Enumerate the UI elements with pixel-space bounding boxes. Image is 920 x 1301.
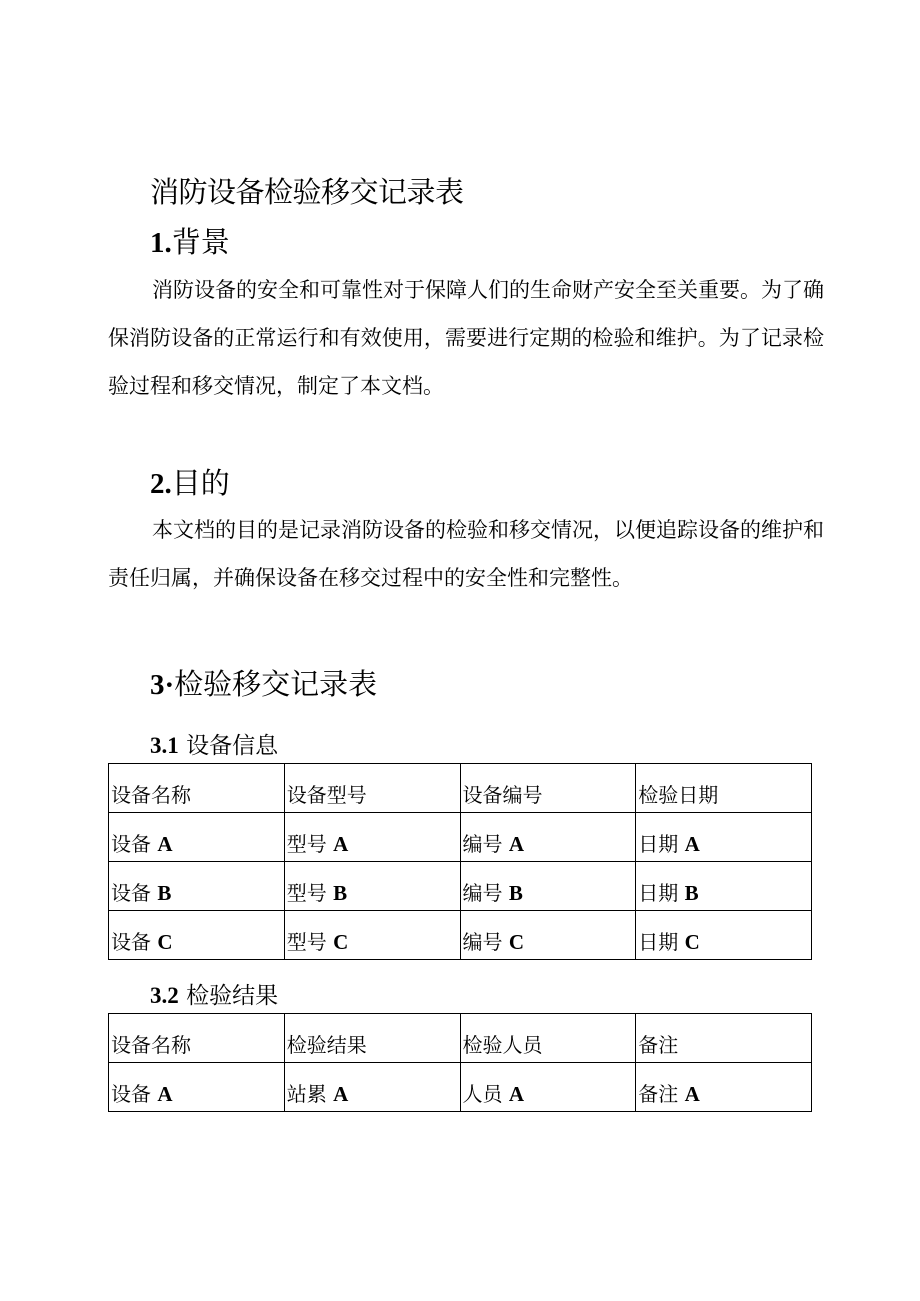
cell-code: C — [333, 930, 349, 954]
subsection-3-2-number: 3.2 — [150, 983, 179, 1008]
cell-code: A — [157, 832, 173, 856]
table-cell — [460, 862, 636, 911]
section-2-title: 目的 — [171, 466, 230, 500]
table-header-cell: 检验结果 — [284, 1014, 460, 1063]
table-header-cell: 检验日期 — [636, 764, 812, 813]
cell-text: 编号 — [462, 832, 503, 856]
table-row — [109, 911, 812, 960]
cell-code: A — [333, 832, 349, 856]
cell-code: B — [333, 881, 348, 905]
subsection-3-1-number: 3.1 — [150, 733, 179, 758]
table-row — [109, 1063, 812, 1112]
cell-code: A — [684, 832, 700, 856]
table-cell — [636, 911, 812, 960]
cell-text: 备注 — [638, 1082, 679, 1106]
table-cell — [636, 862, 812, 911]
cell-text: 设备 — [111, 1082, 151, 1106]
table-cell — [636, 813, 812, 862]
subsection-3-2-title: 检验结果 — [186, 983, 279, 1009]
subsection-3-1-title: 设备信息 — [186, 733, 279, 759]
cell-code: A — [508, 832, 525, 856]
table-cell — [460, 1063, 636, 1112]
cell-code: C — [684, 930, 700, 954]
cell-code: B — [508, 881, 523, 905]
cell-code: A — [508, 1082, 525, 1106]
section-3-number: 3· — [150, 669, 175, 701]
table-header-cell: 设备名称 — [109, 764, 285, 813]
table-cell — [109, 813, 285, 862]
table-header-cell: 备注 — [636, 1014, 812, 1063]
cell-text: 设备 — [111, 930, 151, 954]
cell-text: 编号 — [462, 881, 503, 905]
table-cell — [284, 862, 460, 911]
cell-text: 设备 — [111, 832, 151, 856]
table-row — [109, 813, 812, 862]
table-cell — [284, 911, 460, 960]
table-header-cell: 设备型号 — [284, 764, 460, 813]
table-cell — [284, 1063, 460, 1112]
subsection-3-1-heading — [150, 731, 278, 761]
table-cell — [636, 1063, 812, 1112]
subsection-3-2-heading — [150, 981, 278, 1011]
equipment-info-table — [108, 763, 812, 960]
table-header-cell: 设备编号 — [460, 764, 636, 813]
section-2-heading — [150, 463, 230, 504]
table-header-row — [109, 1014, 812, 1063]
cell-text: 设备 — [111, 881, 151, 905]
table-cell — [460, 813, 636, 862]
cell-code: A — [684, 1082, 700, 1106]
cell-code: B — [684, 881, 699, 905]
section-2-number: 2. — [150, 468, 172, 500]
section-1-heading — [150, 222, 230, 263]
document-title: 消防设备检验移交记录表 — [150, 175, 464, 209]
cell-code: A — [157, 1082, 173, 1106]
section-1-number: 1. — [150, 227, 172, 259]
cell-text: 型号 — [286, 832, 327, 856]
section-3-title: 检验移交记录表 — [174, 667, 378, 701]
cell-text: 型号 — [286, 930, 327, 954]
cell-text: 型号 — [286, 881, 327, 905]
cell-text: 站累 — [286, 1082, 327, 1106]
cell-text: 编号 — [462, 930, 503, 954]
cell-text: 日期 — [638, 832, 679, 856]
table-header-cell: 设备名称 — [109, 1014, 285, 1063]
table-cell — [109, 911, 285, 960]
table-cell — [109, 862, 285, 911]
cell-code: B — [157, 881, 172, 905]
section-1-title: 背景 — [171, 225, 230, 259]
section-2-paragraph: 本文档的目的是记录消防设备的检验和移交情况，以便追踪设备的维护和责任归属，并确保设备在移交过程中的安全性和完整性。 — [108, 518, 824, 590]
table-row — [109, 862, 812, 911]
cell-code: C — [508, 930, 525, 954]
table-cell — [284, 813, 460, 862]
section-3-heading — [150, 664, 377, 705]
cell-code: A — [333, 1082, 349, 1106]
cell-text: 日期 — [638, 881, 679, 905]
cell-code: C — [157, 930, 173, 954]
table-header-row — [109, 764, 812, 813]
section-1-paragraph: 消防设备的安全和可靠性对于保障人们的生命财产安全至关重要。为了确保消防设备的正常运行和有效使用，需要进行定期的检验和维护。为了记录检验过程和移交情况，制定了本文档。 — [108, 278, 824, 398]
cell-text: 人员 — [462, 1082, 503, 1106]
cell-text: 日期 — [638, 930, 679, 954]
table-cell — [460, 911, 636, 960]
table-cell — [109, 1063, 285, 1112]
inspection-result-table — [108, 1013, 812, 1112]
table-header-cell: 检验人员 — [460, 1014, 636, 1063]
